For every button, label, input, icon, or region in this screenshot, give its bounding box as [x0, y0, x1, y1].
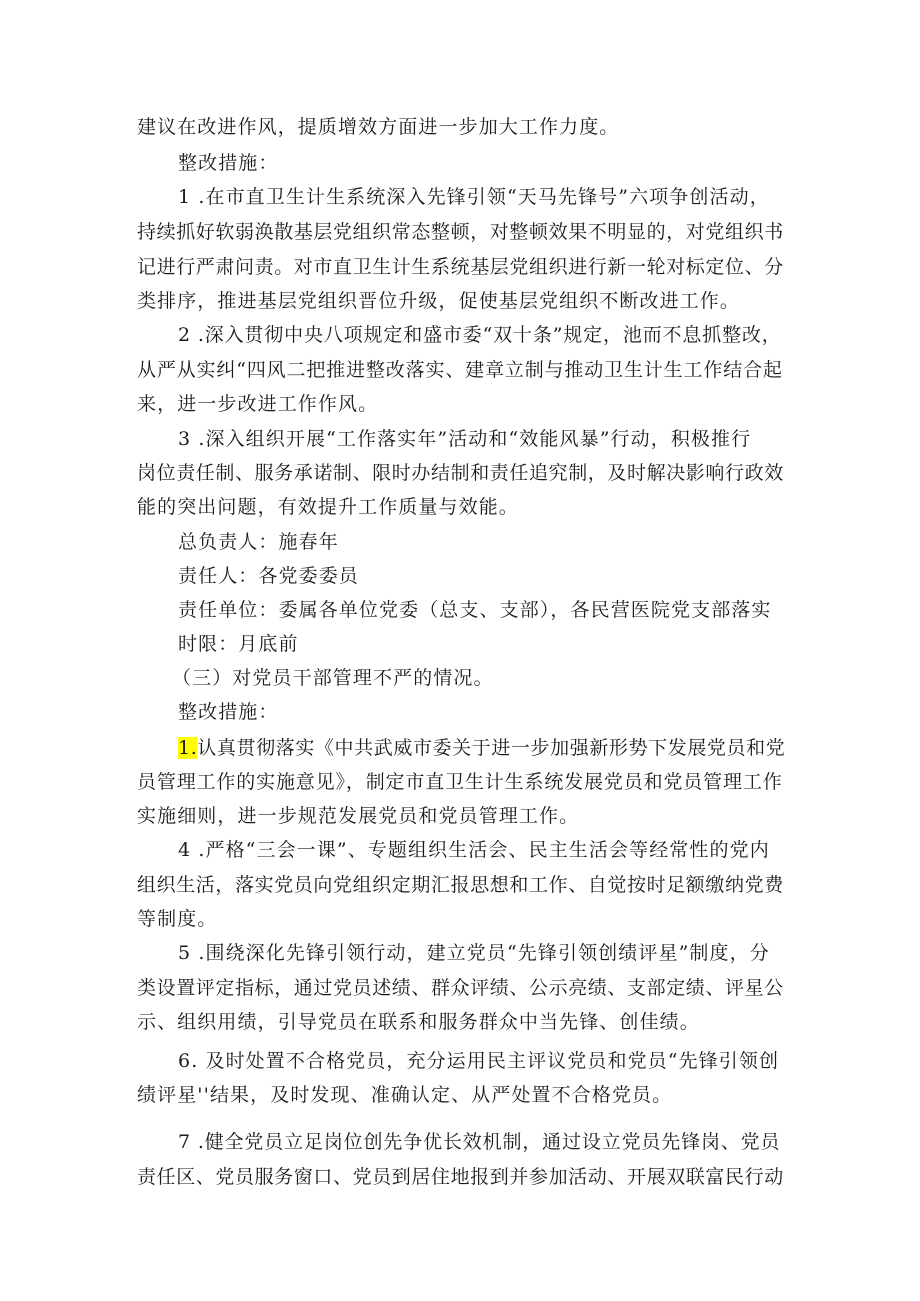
paragraph-line: 6. 及时处置不合格党员，充分运用民主评议党员和党员“先锋引领创: [178, 1050, 780, 1072]
heading-rectification-measures: 整改措施：: [178, 701, 279, 723]
paragraph-line: 1 .在市直卫生计生系统深入先锋引领“天马先锋号”六项争创活动，: [178, 186, 770, 208]
paragraph-line: 建议在改进作风，提质增效方面进一步加大工作力度。: [137, 116, 620, 138]
section-heading-three: （三）对党员干部管理不严的情况。: [172, 667, 494, 689]
responsible-person: 责任人：各党委委员: [178, 565, 359, 587]
paragraph-line: 示、组织用绩，引导党员在联系和服务群众中当先锋、创佳绩。: [137, 1011, 700, 1033]
paragraph-line: 从严从实纠“四风二把推进整改落实、建章立制与推动卫生计生工作结合起: [137, 359, 783, 381]
paragraph-line: 类排序，推进基层党组织晋位升级，促使基层党组织不断改进工作。: [137, 290, 741, 312]
paragraph-line: 员管理工作的实施意见》，制定市直卫生计生系统发展党员和党员管理工作: [137, 771, 783, 793]
paragraph-line: 3 .深入组织开展“工作落实年”活动和“效能风暴”行动，积极推行: [178, 428, 752, 450]
paragraph-line: 等制度。: [137, 908, 218, 930]
paragraph-line: 岗位责任制、服务承诺制、限时办结制和责任追究制，及时解决影响行政效: [137, 462, 784, 484]
paragraph-line: 类设置评定指标，通过党员述绩、群众评绩、公示亮绩、支部定绩、评星公: [137, 977, 784, 999]
paragraph-text: 认真贯彻落实《中共武威市委关于进一步加强新形势下发展党员和党: [197, 737, 786, 759]
paragraph-line: 组织生活，落实党员向党组织定期汇报思想和工作、自觉按时足额缴纳党费: [137, 874, 784, 896]
highlight-marker: 1.: [178, 737, 198, 759]
paragraph-line: 持续抓好软弱涣散基层党组织常态整顿，对整顿效果不明显的，对党组织书: [137, 221, 784, 243]
paragraph-line: 4 .严格“三会一课”、专题组织生活会、民主生活会等经常性的党内: [178, 839, 770, 861]
paragraph-line-highlighted: [178, 735, 785, 761]
paragraph-line: 能的突出问题，有效提升工作质量与效能。: [137, 496, 519, 518]
paragraph-line: 绩评星''结果，及时发现、准确认定、从严处置不合格党员。: [137, 1084, 673, 1106]
chief-responsible-person: 总负责人：施春年: [178, 531, 339, 553]
time-limit: 时限：月底前: [178, 633, 299, 655]
paragraph-line: 2 .深入贯彻中央八项规定和盛市委“双十条”规定，池而不息抓整改，: [178, 324, 782, 346]
heading-rectification-measures: 整改措施：: [178, 152, 279, 174]
responsible-units: 责任单位：委属各单位党委（总支、支部），各民营医院党支部落实: [178, 599, 772, 621]
paragraph-line: 5 .围绕深化先锋引领行动，建立党员“先锋引领创绩评星”制度，分: [178, 942, 770, 964]
paragraph-line: 实施细则，进一步规范发展党员和党员管理工作。: [137, 805, 580, 827]
paragraph-line: 责任区、党员服务窗口、党员到居住地报到并参加活动、开展双联富民行动: [137, 1166, 784, 1188]
paragraph-line: 记进行严肃问责。对市直卫生计生系统基层党组织进行新一轮对标定位、分: [137, 256, 784, 278]
paragraph-line: 来，进一步改进工作作风。: [137, 393, 379, 415]
paragraph-line: 7 .健全党员立足岗位创先争优长效机制，通过设立党员先锋岗、党员: [178, 1131, 781, 1153]
